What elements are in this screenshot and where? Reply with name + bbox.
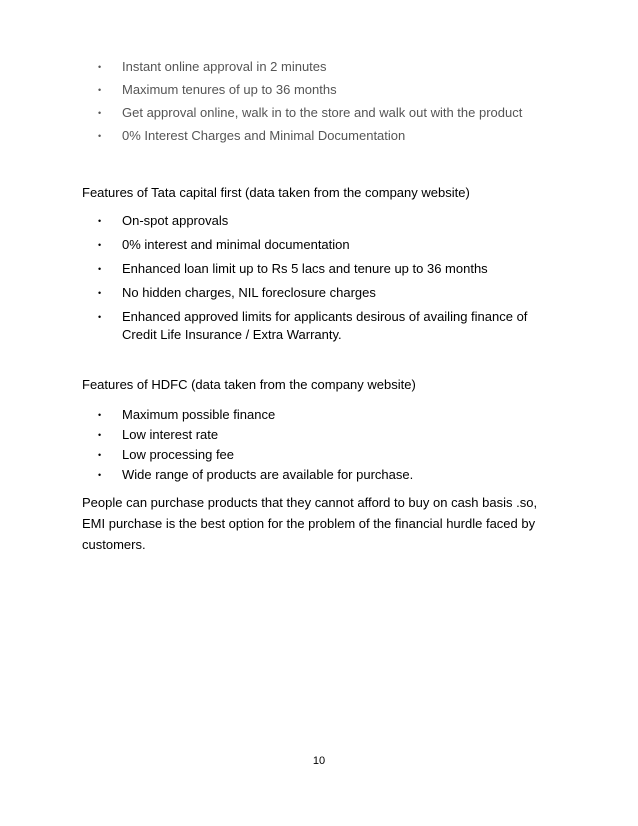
list-item <box>82 446 582 464</box>
bullet-icon: • <box>98 108 102 118</box>
bullet-icon: • <box>98 62 102 72</box>
list-item-text: Low processing fee <box>122 447 235 462</box>
bullet-icon: • <box>98 470 102 480</box>
list-item <box>82 406 582 424</box>
bullet-icon: • <box>98 85 102 95</box>
list-item-text: 0% interest and minimal documentation <box>122 237 350 252</box>
bullet-icon: • <box>98 410 102 420</box>
hdfc-heading: Features of HDFC (data taken from the company website) <box>82 377 416 392</box>
list-item-text: Low interest rate <box>122 427 219 442</box>
list-item-text: Get approval online, walk in to the store and walk out with the product <box>122 105 523 120</box>
list-item <box>82 236 582 254</box>
list-item-text: No hidden charges, NIL foreclosure charges <box>122 285 376 300</box>
bullet-icon: • <box>98 312 102 322</box>
page-number: 10 <box>312 755 326 767</box>
list-item <box>82 260 582 278</box>
emi-features-list <box>82 58 582 145</box>
list-item <box>82 284 582 302</box>
list-item <box>82 127 582 145</box>
list-item <box>82 58 582 76</box>
list-item-text: On-spot approvals <box>122 213 229 228</box>
bullet-icon: • <box>98 288 102 298</box>
bullet-icon: • <box>98 264 102 274</box>
hdfc-features-list <box>82 406 582 484</box>
list-item <box>82 104 582 122</box>
list-item-text-continued: Credit Life Insurance / Extra Warranty. <box>122 327 342 342</box>
list-item-text: Maximum tenures of up to 36 months <box>122 82 337 97</box>
list-item-text: Enhanced approved limits for applicants desirous of availing finance of <box>122 309 528 324</box>
list-item-text: 0% Interest Charges and Minimal Documentation <box>122 128 406 143</box>
bullet-icon: • <box>98 131 102 141</box>
bullet-icon: • <box>98 430 102 440</box>
bullet-icon: • <box>98 450 102 460</box>
list-item <box>82 466 582 484</box>
list-item-text: Enhanced loan limit up to Rs 5 lacs and tenure up to 36 months <box>122 261 488 276</box>
bullet-icon: • <box>98 216 102 226</box>
list-item <box>82 426 582 444</box>
tata-features-list <box>82 212 582 344</box>
bullet-icon: • <box>98 240 102 250</box>
list-item-text: Maximum possible finance <box>122 407 276 422</box>
list-item <box>82 81 582 99</box>
tata-heading: Features of Tata capital first (data taken from the company website) <box>82 185 470 200</box>
list-item-text: Wide range of products are available for purchase. <box>122 467 414 482</box>
list-item-text: Instant online approval in 2 minutes <box>122 59 327 74</box>
list-item <box>82 308 582 344</box>
list-item <box>82 212 582 230</box>
conclusion-paragraph: People can purchase products that they cannot afford to buy on cash basis .so, EMI purchase is the best option for the problem of the financial hurdle faced by customers. <box>82 495 538 552</box>
